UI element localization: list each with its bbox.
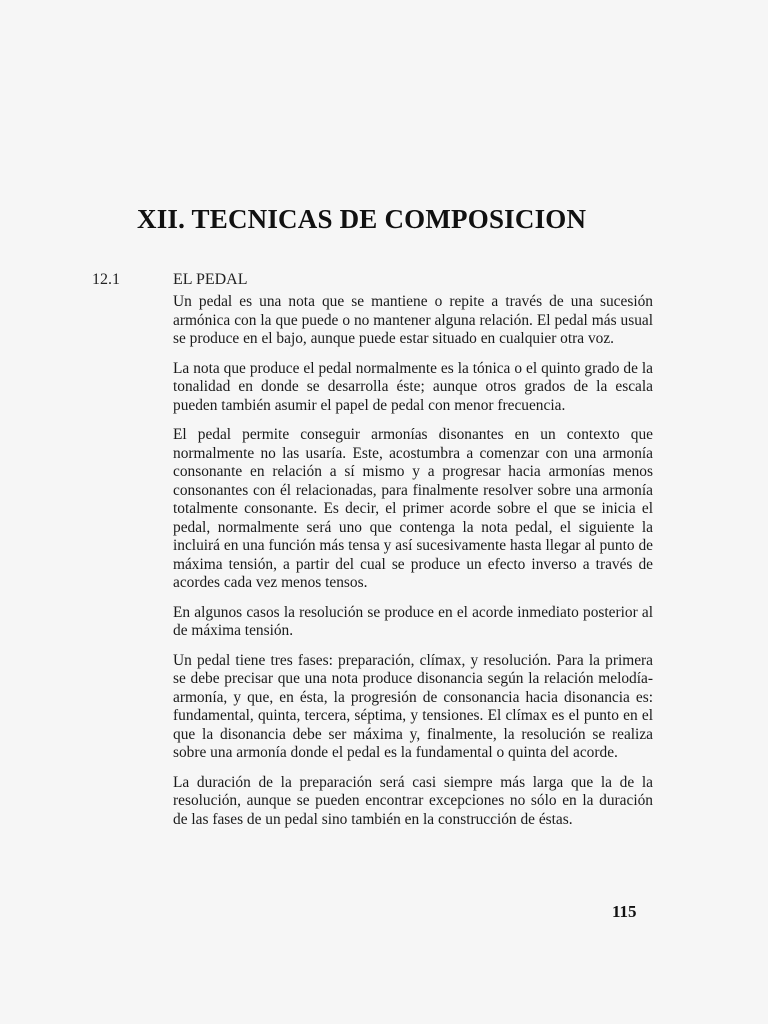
section-title: EL PEDAL xyxy=(173,271,248,288)
paragraph: El pedal permite conseguir armonías disonantes en un contexto que normalmente no las usaría. Este, acostumbra a comenzar con una armonía consonante en relación a sí mismo y a progresar hacia armonías menos consonantes con él relacionadas, para finalmente resolver sobre una armonía totalmente consonante. Es decir, el primer acorde sobre el que se inicia el pedal, normalmente será uno que contenga la nota pedal, el siguiente la incluirá en una función más tensa y así sucesivamente hasta llegar al punto de máxima tensión, a partir del cual se produce un efecto inverso a través de acordes cada vez menos tensos. xyxy=(173,426,653,591)
page-number: 115 xyxy=(612,902,637,921)
body-text xyxy=(173,293,653,840)
paragraph: Un pedal es una nota que se mantiene o repite a través de una sucesión armónica con la que puede o no mantener alguna relación. El pedal más usual se produce en el bajo, aunque puede estar situado en cualquier otra voz. xyxy=(173,293,653,347)
paragraph: En algunos casos la resolución se produce en el acorde inmediato posterior al de máxima tensión. xyxy=(173,603,653,639)
paragraph: Un pedal tiene tres fases: preparación, clímax, y resolución. Para la primera se debe precisar que una nota produce disonancia según la relación melodía-armonía, y que, en ésta, la progresión de consonancia hacia disonancia es: fundamental, quinta, tercera, séptima, y tensiones. El clímax es el punto en el que la disonancia debe ser máxima y, finalmente, la resolución se realiza sobre una armonía donde el pedal es la fundamental o quinta del acorde. xyxy=(173,651,653,761)
chapter-title: XII. TECNICAS DE COMPOSICION xyxy=(137,204,587,234)
section-number: 12.1 xyxy=(92,271,120,288)
paragraph: La duración de la preparación será casi siempre más larga que la de la resolución, aunque se pueden encontrar excepciones no sólo en la duración de las fases de un pedal sino también en la construcción de éstas. xyxy=(173,773,653,828)
paragraph: La nota que produce el pedal normalmente es la tónica o el quinto grado de la tonalidad en donde se desarrolla éste; aunque otros grados de la escala pueden también asumir el papel de pedal con menor frecuencia. xyxy=(173,359,653,414)
